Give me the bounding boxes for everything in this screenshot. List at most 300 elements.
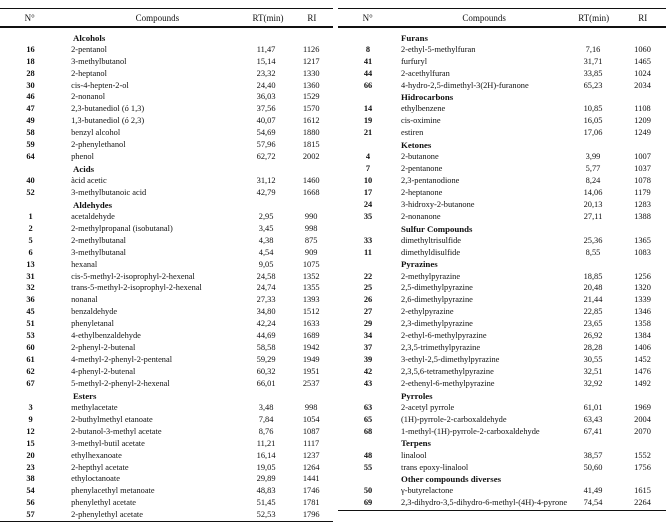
compound-number: 46 [26,92,35,102]
retention-index: 1689 [302,331,320,341]
compound-name: 2-pentanol [71,44,107,54]
compound-name: benzaldehyde [71,307,118,317]
table-row [338,330,666,342]
retention-index: 1352 [302,271,320,281]
compound-number: 51 [26,319,35,329]
compound-number: 52 [26,187,35,197]
retention-index: 1633 [302,319,320,329]
compound-name: 2-heptanol [71,68,107,78]
retention-time: 59,29 [256,355,276,365]
compound-name: 4-ethylbenzaldehyde [71,331,141,341]
table-row [338,247,666,259]
retention-time: 61,01 [583,402,603,412]
retention-index: 2264 [634,498,651,508]
compound-name: phenol [71,152,94,162]
table-row [338,462,666,474]
compound-number: 62 [26,367,35,377]
table-row [0,68,333,80]
retention-time: 20,13 [583,199,603,209]
compound-name: 2-methylbutanal [71,235,126,245]
category-row [338,223,666,235]
retention-time: 4,38 [258,235,274,245]
compound-name: γ-butyrelactone [401,486,454,496]
table-row [0,498,333,510]
category-row [338,32,666,44]
retention-time: 51,45 [256,498,276,508]
retention-time: 24,74 [256,283,276,293]
compound-number: 57 [26,510,35,520]
table-row [0,450,333,462]
category-row [338,139,666,151]
compound-number: 41 [363,56,373,66]
compound-number: 23 [26,462,35,472]
retention-time: 7,16 [585,44,601,54]
compound-name: hexanal [71,259,98,269]
table-row [338,486,666,498]
category-row [338,259,666,271]
table-row [0,235,333,247]
table-row [338,80,666,92]
compound-number: 12 [26,426,35,436]
compound-name: 2-phenylethyl acetate [71,510,143,520]
retention-time: 23,32 [256,68,276,78]
compound-number: 69 [363,498,373,508]
compounds-table-left [0,8,333,522]
table-row [0,295,333,307]
compound-number: 65 [363,414,373,424]
compound-number: 28 [26,68,35,78]
retention-time: 15,14 [256,56,276,66]
compound-name: 2-ethyl-5-methylfuran [401,44,476,54]
compound-name: 2,3-dimethylpyrazine [401,319,473,329]
compound-name: 2,3-butanediol (ó 1,3) [71,104,145,114]
category-label: Other compounds diverses [401,474,502,485]
retention-time: 8,55 [585,247,601,257]
retention-time: 30,55 [583,355,603,365]
compound-number: 42 [363,367,373,377]
table-row [338,402,666,414]
compound-number: 11 [364,247,372,257]
compound-number: 50 [363,486,373,496]
retention-time: 17,06 [583,128,603,138]
retention-time: 7,84 [258,414,274,424]
retention-time: 25,36 [583,235,603,245]
table-row [338,151,666,163]
retention-index: 1060 [634,44,651,54]
retention-time: 27,33 [256,295,276,305]
compound-name: cis-4-hepten-2-ol [71,80,129,90]
retention-time: 28,28 [583,343,603,353]
retention-index: 1388 [634,211,651,221]
compound-number: 19 [363,116,373,126]
compound-name: nonanal [71,295,98,305]
table-row [338,319,666,331]
retention-time: 41,49 [583,486,603,496]
compound-name: 3-hidroxy-2-butanone [401,199,475,209]
compound-number: 66 [363,80,373,90]
table-row [338,187,666,199]
table-row [338,128,666,140]
compound-number: 61 [26,355,35,365]
retention-time: 36,03 [256,92,276,102]
compound-name: dimethyldisulfide [401,247,461,257]
compound-name: 2-methylpyrazine [401,271,461,281]
retention-index: 1951 [302,367,320,377]
retention-time: 3,48 [258,402,274,412]
table-body [338,32,666,510]
retention-index: 1441 [302,474,320,484]
compound-name: phenyletanal [71,319,114,329]
category-row [0,390,333,402]
retention-time: 50,60 [583,462,603,472]
table-row [0,175,333,187]
compound-number: 34 [363,331,373,341]
header-compounds: Compounds [462,12,506,23]
table-row [0,116,333,128]
table-row [338,235,666,247]
retention-time: 37,56 [256,104,276,114]
header-ri: RI [307,12,317,23]
compound-name: 2-pentanone [401,164,443,174]
compound-name: 3-methylbutanal [71,247,126,257]
retention-time: 3,99 [585,152,601,162]
compound-name: cis-oximine [401,116,441,126]
retention-time: 24,40 [256,80,276,90]
category-label: Pyrazines [401,259,438,270]
retention-index: 1492 [634,378,651,388]
retention-index: 1346 [634,307,651,317]
compound-number: 29 [363,319,373,329]
table-row [0,187,333,199]
retention-index: 875 [304,235,318,245]
compound-name: (1H)-pyrrole-2-carboxaldehyde [401,414,507,424]
retention-index: 1117 [303,438,320,448]
table-row [0,462,333,474]
compound-name: 4-phenyl-2-butenal [71,367,136,377]
retention-index: 1452 [634,355,651,365]
table-row [0,151,333,163]
retention-time: 11,21 [256,438,276,448]
table-row [0,378,333,390]
compound-name: acetaldehyde [71,211,115,221]
retention-index: 1949 [302,355,320,365]
table-row [0,247,333,259]
compound-number: 27 [363,307,373,317]
compound-number: 60 [26,343,35,353]
retention-time: 33,85 [583,68,603,78]
compound-name: 2,6-dimethylpyrazine [401,295,473,305]
header-compounds: Compounds [135,12,180,23]
retention-index: 1007 [634,152,651,162]
compound-name: 3-methylbutanoic acid [71,187,147,197]
table-row [0,211,333,223]
table-row [0,426,333,438]
compound-number: 18 [26,56,35,66]
table-row [338,450,666,462]
retention-index: 2004 [634,414,651,424]
retention-index: 1393 [302,295,320,305]
compound-name: trans-5-methyl-2-isoprophyl-2-hexenal [71,283,202,293]
retention-time: 38,57 [583,450,603,460]
retention-index: 1406 [634,343,651,353]
compound-number: 7 [365,164,371,174]
retention-time: 63,43 [583,414,603,424]
retention-index: 1024 [634,68,651,78]
compound-name: dimethyltrisulfide [401,235,462,245]
retention-index: 1360 [302,80,320,90]
table-row [0,402,333,414]
table-row [338,354,666,366]
table-row [0,104,333,116]
retention-time: 62,72 [256,152,276,162]
table-row [0,486,333,498]
compound-name: 3-ethyl-2,5-dimethylpyrazine [401,355,500,365]
category-row [338,438,666,450]
retention-index: 1126 [302,44,320,54]
compound-number: 37 [363,343,373,353]
table-row [338,378,666,390]
retention-index: 1075 [302,259,320,269]
table-row [0,330,333,342]
table-row [338,283,666,295]
table-row [0,474,333,486]
compound-name: 2-phenylethanol [71,140,126,150]
table-row [0,223,333,235]
compound-number: 64 [26,152,35,162]
table-row [338,271,666,283]
compound-name: 2-ethenyl-6-methylpyrazine [401,378,495,388]
retention-time: 29,89 [256,474,276,484]
retention-index: 1217 [302,56,320,66]
table-row [338,211,666,223]
retention-time: 74,54 [583,498,603,508]
compound-number: 68 [363,426,373,436]
retention-index: 1384 [634,331,651,341]
compound-name: 5-methyl-2-phenyl-2-hexenal [71,378,170,388]
compound-number: 17 [363,187,373,197]
retention-index: 1078 [634,176,651,186]
compound-name: 2-hepthyl acetate [71,462,129,472]
retention-index: 1054 [302,414,320,424]
compound-number: 35 [363,211,373,221]
retention-index: 1570 [302,104,320,114]
compound-number: 49 [26,116,35,126]
bottom-rule [338,510,666,511]
compound-name: 3-methyl-butil acetate [71,438,145,448]
compound-name: 3-methylbutanol [71,56,127,66]
compound-name: ethylbenzene [401,104,446,114]
retention-time: 65,23 [583,80,603,90]
category-label: Sulfur Compounds [401,223,473,234]
table-row [338,426,666,438]
retention-time: 42,24 [256,319,276,329]
compound-name: 2-phenyl-2-butenal [71,343,136,353]
compound-number: 22 [363,271,373,281]
retention-time: 18,85 [583,271,603,281]
category-label: Furans [401,32,428,43]
retention-time: 3,45 [258,223,274,233]
header-rt: RT(min) [578,12,610,23]
retention-index: 1460 [302,176,320,186]
retention-time: 48,83 [256,486,276,496]
compound-number: 31 [26,271,35,281]
retention-index: 998 [304,223,318,233]
retention-time: 58,58 [256,343,276,353]
retention-index: 1083 [634,247,651,257]
category-label: Alcohols [73,32,106,43]
compound-number: 25 [363,283,373,293]
retention-index: 1746 [302,486,320,496]
retention-index: 1756 [634,462,651,472]
retention-time: 44,69 [256,331,276,341]
retention-time: 42,79 [256,187,276,197]
retention-time: 24,58 [256,271,276,281]
compound-name: ethylhexanoate [71,450,122,460]
table-row [0,342,333,354]
retention-index: 2034 [634,80,651,90]
retention-index: 1942 [302,343,320,353]
compound-name: 2,3-pentanodione [401,176,460,186]
compound-number: 33 [363,235,373,245]
compounds-table-right [338,8,666,511]
table-row [338,56,666,68]
table-row [0,319,333,331]
table-row [0,44,333,56]
retention-time: 26,92 [583,331,603,341]
compound-name: 2-heptanone [401,187,443,197]
compound-number: 14 [363,104,373,114]
table-row [0,438,333,450]
compound-name: 2-butanol-3-methyl acetate [71,426,162,436]
compound-name: àcid acetic [71,176,107,186]
retention-index: 2070 [634,426,651,436]
compound-number: 20 [26,450,35,460]
retention-index: 1465 [634,56,651,66]
compound-number: 8 [365,44,371,54]
retention-time: 2,95 [258,211,274,221]
table-row [0,92,333,104]
retention-index: 1880 [302,128,320,138]
compound-number: 67 [26,378,35,388]
compound-number: 3 [28,402,33,412]
retention-index: 1781 [302,498,320,508]
compound-number: 58 [26,128,35,138]
compound-number: 63 [363,402,373,412]
compound-name: 4-methyl-2-phenyl-2-pentenal [71,355,173,365]
table-row [338,307,666,319]
compound-number: 59 [26,140,35,150]
retention-index: 1339 [634,295,651,305]
header-ri: RI [638,12,648,23]
retention-index: 1108 [634,104,651,114]
table-row [0,414,333,426]
header-number: N° [362,12,373,23]
compound-number: 56 [26,498,35,508]
retention-time: 8,24 [585,176,601,186]
category-label: Hidrocarbons [401,92,454,103]
compound-name: 2,3,5,6-tetramethylpyrazine [401,367,494,377]
table-row [0,307,333,319]
retention-time: 14,06 [583,187,603,197]
compound-name: trans epoxy-linalool [401,462,469,472]
table-row [338,175,666,187]
table-row [338,68,666,80]
compound-name: 2-acethylfuran [401,68,450,78]
retention-time: 40,07 [256,116,276,126]
compound-number: 39 [363,355,373,365]
retention-time: 11,47 [256,44,276,54]
compound-number: 13 [26,259,35,269]
category-row [0,32,333,44]
compound-number: 21 [363,128,373,138]
retention-index: 1087 [302,426,320,436]
compound-number: 54 [26,486,35,496]
compound-number: 5 [28,235,33,245]
category-label: Ketones [401,140,432,150]
compound-number: 2 [28,223,33,233]
retention-time: 57,96 [256,140,276,150]
compound-number: 43 [363,378,373,388]
retention-time: 67,41 [583,426,603,436]
retention-index: 1552 [634,450,651,460]
retention-index: 1529 [302,92,320,102]
table-row [0,128,333,140]
compound-name: 2-nonanone [401,211,441,221]
compound-number: 24 [363,199,373,209]
table-row [338,199,666,211]
compound-number: 53 [26,331,35,341]
retention-time: 66,01 [256,378,276,388]
category-label: Terpens [401,438,431,449]
header-rt: RT(min) [252,12,284,23]
retention-time: 23,65 [583,319,603,329]
compound-number: 45 [26,307,35,317]
table-row [338,342,666,354]
compound-number: 38 [26,474,35,484]
retention-time: 34,80 [256,307,276,317]
retention-index: 1612 [302,116,320,126]
retention-time: 32,92 [583,378,603,388]
compound-name: 2-nonanol [71,92,106,102]
table-row [338,44,666,56]
retention-time: 5,77 [585,164,601,174]
retention-time: 27,11 [583,211,603,221]
table-row [338,498,666,510]
category-label: Pyrroles [401,390,433,401]
retention-time: 60,32 [256,367,276,377]
compound-name: 4-hydro-2,5-dimethyl-3(2H)-furanone [401,80,529,90]
retention-index: 1365 [634,235,651,245]
table-row [0,80,333,92]
retention-time: 10,85 [583,104,603,114]
compound-number: 30 [26,80,35,90]
compound-name: 2-butanone [401,152,439,162]
category-row [338,474,666,486]
compound-number: 48 [363,450,373,460]
retention-index: 1264 [302,462,320,472]
compound-name: 2,3,5-trimethylpyrazine [401,343,481,353]
compound-name: 2-acetyl pyrrole [401,402,455,412]
retention-time: 16,05 [583,116,603,126]
compound-number: 9 [28,414,33,424]
table-row [0,259,333,271]
category-label: Esters [73,390,97,401]
retention-index: 1249 [634,128,651,138]
header-row [0,9,333,26]
retention-time: 54,69 [256,128,276,138]
table-row [0,283,333,295]
compound-name: phenylacethyl metanoate [71,486,155,496]
